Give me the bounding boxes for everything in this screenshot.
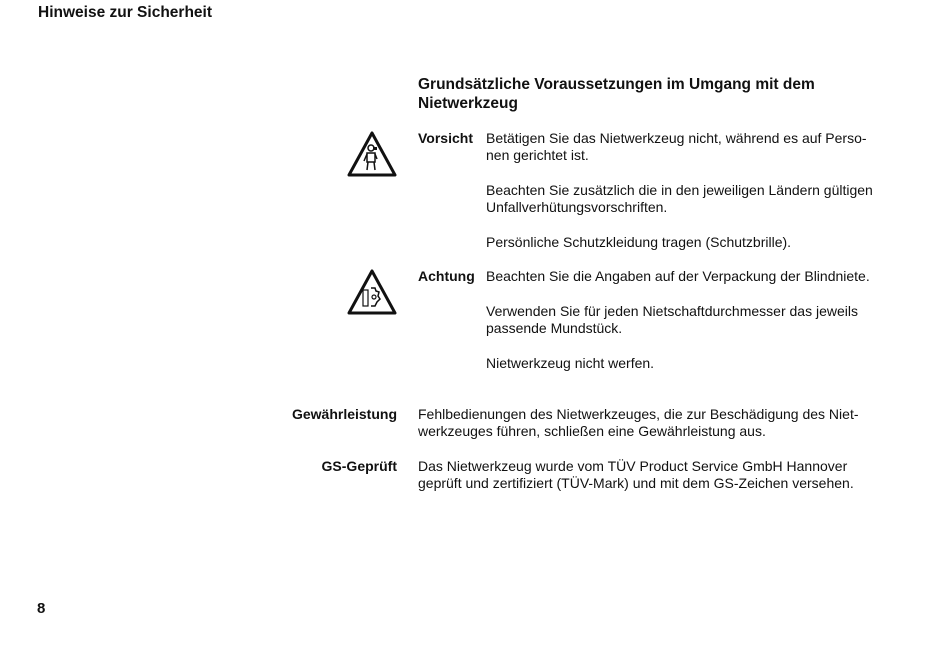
achtung-text-1	[486, 268, 896, 285]
gs-gepruft-text	[418, 458, 898, 492]
vorsicht-text-1	[486, 130, 896, 164]
achtung-text-3	[486, 355, 896, 372]
text-line: werkzeuges führen, schließen eine Gewährleistung aus.	[418, 423, 766, 439]
text-line: passende Mundstück.	[486, 320, 623, 336]
gewaehrleistung-text	[418, 406, 898, 440]
vorsicht-text-2	[486, 182, 896, 216]
vorsicht-text-3	[486, 234, 896, 251]
section-title: Grundsätzliche Voraussetzungen im Umgang mit dem Nietwerkzeug	[418, 76, 815, 112]
text-line: Nietwerkzeug nicht werfen.	[486, 355, 655, 371]
gs-gepruft-label: GS-Geprüft	[321, 458, 397, 474]
text-line: Beachten Sie zusätzlich die in den jeweiligen Ländern gültigen	[486, 182, 873, 198]
text-line: geprüft und zertifiziert (TÜV-Mark) und mit dem GS-Zeichen versehen.	[418, 475, 854, 491]
vorsicht-label: Vorsicht	[418, 130, 473, 146]
protective-gear-warning-icon	[346, 130, 398, 178]
achtung-text-2	[486, 303, 896, 337]
text-line: Verwenden Sie für jeden Nietschaftdurchmesser das jeweils	[486, 303, 858, 319]
gewaehrleistung-label: Gewährleistung	[291, 406, 397, 422]
text-line: Beachten Sie die Angaben auf der Verpackung der Blindniete.	[486, 268, 870, 284]
text-line: Das Nietwerkzeug wurde vom TÜV Product Service GmbH Hannover	[418, 458, 848, 474]
machine-caution-warning-icon	[346, 268, 398, 316]
page-number: 8	[37, 600, 46, 617]
text-line: Fehlbedienungen des Nietwerkzeuges, die zur Beschädigung des Niet-	[418, 406, 859, 422]
text-line: Unfallverhütungsvorschriften.	[486, 199, 668, 215]
achtung-label: Achtung	[418, 268, 475, 284]
page-header-title: Hinweise zur Sicherheit	[38, 4, 212, 21]
text-line: Betätigen Sie das Nietwerkzeug nicht, während es auf Perso-	[486, 130, 867, 146]
text-line: nen gerichtet ist.	[486, 147, 589, 163]
text-line: Persönliche Schutzkleidung tragen (Schutzbrille).	[486, 234, 792, 250]
